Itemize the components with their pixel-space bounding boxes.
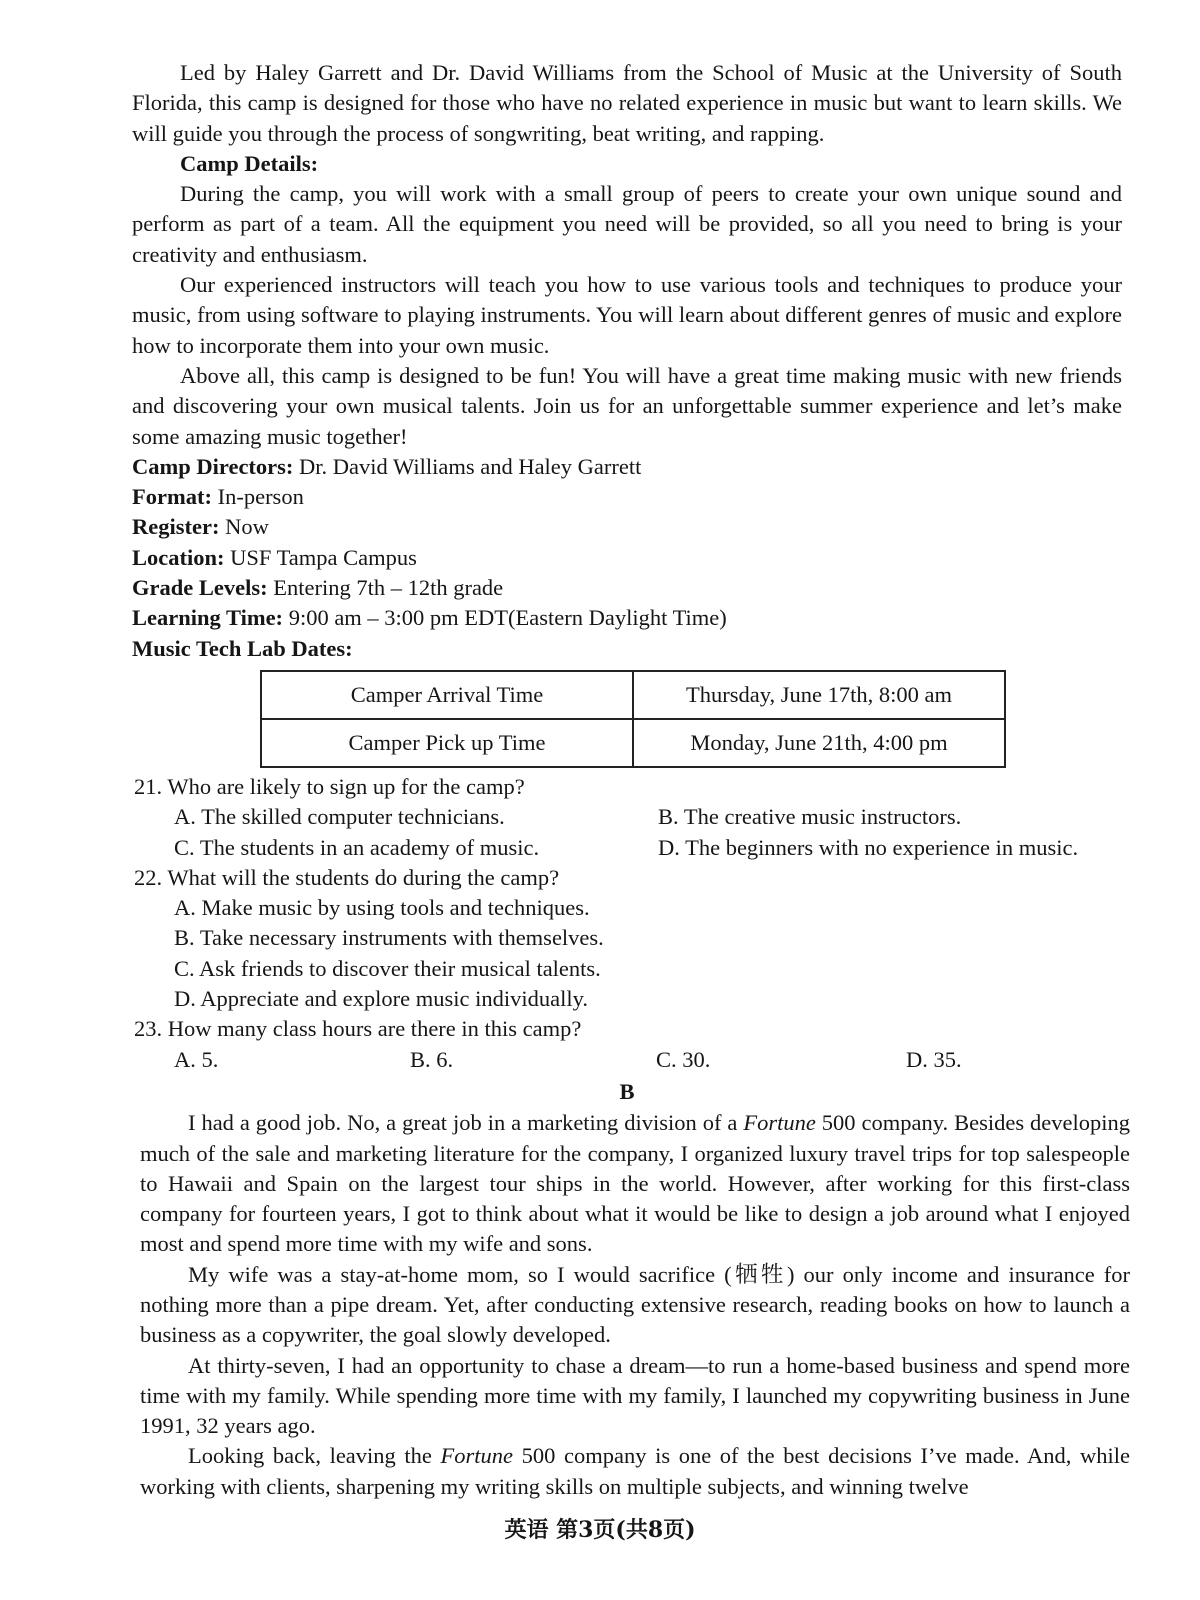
passage-paragraph bbox=[140, 1108, 1130, 1259]
option-c: C. 30. bbox=[656, 1046, 711, 1072]
option-b: B. Take necessary instruments with themselves. bbox=[174, 925, 604, 951]
info-register bbox=[132, 512, 1122, 542]
text-run: 500 company. Besides developing much of the sale and marketing literature for the company, I organized luxury travel trips for top salespeople to Hawaii and Spain on the largest tour ships in the world. However, after working for this first-class company for fourteen years, I got to think about what it would be like to design a job around what I enjoyed most and spend more time with my wife and sons. bbox=[140, 1110, 1130, 1257]
info-value: 9:00 am – 3:00 pm EDT(Eastern Daylight Time) bbox=[283, 605, 727, 631]
info-learning-time bbox=[132, 603, 1122, 633]
lab-dates-table bbox=[260, 670, 1006, 768]
text-run: 500 company is one of the best decisions I’ve made. And, while working with clients, sharpening my writing skills on multiple subjects, and winning twelve bbox=[140, 1443, 1130, 1499]
text-run: Looking back, leaving the bbox=[188, 1443, 441, 1469]
info-format bbox=[132, 482, 1122, 512]
option-b: B. 6. bbox=[410, 1046, 454, 1072]
info-label: Grade Levels: bbox=[132, 575, 268, 601]
question-21 bbox=[132, 772, 1122, 863]
question-23 bbox=[132, 1014, 1122, 1075]
option-d: D. 35. bbox=[906, 1046, 962, 1072]
details-paragraph: Our experienced instructors will teach you how to use various tools and techniques to produce your music, from using software to playing instruments. You will learn about different genres of music and explore how to incorporate them into your own music. bbox=[132, 272, 1122, 358]
question-22 bbox=[132, 863, 1122, 1014]
option-a: A. The skilled computer technicians. bbox=[174, 804, 505, 830]
passage-b bbox=[132, 1108, 1130, 1502]
info-value: USF Tampa Campus bbox=[224, 544, 417, 570]
info-location bbox=[132, 543, 1122, 573]
details-paragraph: Above all, this camp is designed to be fun! You will have a great time making music with new friends and discovering your own musical talents. Join us for an unforgettable summer experience and let’s make some amazing music together! bbox=[132, 362, 1122, 449]
option-a: A. 5. bbox=[174, 1046, 219, 1072]
info-label: Camp Directors: bbox=[132, 453, 294, 479]
table-cell: Thursday, June 17th, 8:00 am bbox=[633, 671, 1005, 719]
option-a: A. Make music by using tools and techniques. bbox=[174, 895, 590, 921]
option-c: C. The students in an academy of music. bbox=[174, 834, 540, 860]
text-run: At thirty-seven, I had an opportunity to chase a dream—to run a home-based business and spend more time with my family. While spending more time with my family, I launched my copywriting business in June 1991, 32 years ago. bbox=[140, 1352, 1130, 1439]
table-row bbox=[261, 719, 1005, 767]
info-lab-dates bbox=[132, 634, 1122, 664]
question-options bbox=[132, 1045, 1122, 1075]
table-row bbox=[261, 671, 1005, 719]
passage-paragraph bbox=[140, 1441, 1130, 1502]
question-stem: 21. Who are likely to sign up for the camp? bbox=[134, 773, 525, 799]
passage-paragraph bbox=[140, 1260, 1130, 1351]
camp-details-heading: Camp Details: bbox=[180, 150, 319, 176]
info-value: In-person bbox=[211, 484, 304, 510]
info-value: Now bbox=[219, 514, 269, 540]
italic-run: Fortune bbox=[743, 1110, 816, 1136]
info-label: Music Tech Lab Dates: bbox=[132, 635, 353, 661]
option-d: D. The beginners with no experience in music. bbox=[658, 834, 1079, 860]
italic-run: Fortune bbox=[440, 1443, 514, 1469]
option-d: D. Appreciate and explore music individually. bbox=[174, 986, 589, 1012]
camp-info bbox=[132, 452, 1122, 664]
option-c: C. Ask friends to discover their musical talents. bbox=[174, 955, 601, 981]
info-grade-levels bbox=[132, 573, 1122, 603]
info-label: Learning Time: bbox=[132, 605, 284, 631]
table-cell: Camper Pick up Time bbox=[261, 719, 633, 767]
question-options bbox=[132, 802, 1122, 863]
text-run: My wife was a stay-at-home mom, so I would sacrifice (牺牲) our only income and insurance for nothing more than a pipe dream. Yet, after conducting extensive research, reading books on how to launch a business as a copywriter, the goal slowly developed. bbox=[140, 1261, 1130, 1348]
intro-paragraph: Led by Haley Garrett and Dr. David Williams from the School of Music at the University of South Florida, this camp is designed for those who have no related experience in music but want to learn skills. We will guide you through the process of songwriting, beat writing, and rapping. bbox=[132, 60, 1122, 146]
info-directors bbox=[132, 452, 1122, 482]
question-stem: 23. How many class hours are there in this camp? bbox=[134, 1016, 582, 1042]
text-run: I had a good job. No, a great job in a marketing division of a bbox=[188, 1110, 744, 1136]
info-value: Entering 7th – 12th grade bbox=[267, 575, 504, 601]
info-value: Dr. David Williams and Haley Garrett bbox=[293, 453, 642, 479]
table-cell: Monday, June 21th, 4:00 pm bbox=[633, 719, 1005, 767]
passage-paragraph bbox=[140, 1351, 1130, 1442]
question-stem: 22. What will the students do during the camp? bbox=[134, 864, 560, 890]
info-label: Format: bbox=[132, 484, 212, 510]
table-cell: Camper Arrival Time bbox=[261, 671, 633, 719]
option-b: B. The creative music instructors. bbox=[658, 804, 962, 830]
info-label: Register: bbox=[132, 514, 220, 540]
question-options bbox=[132, 893, 1122, 1014]
info-label: Location: bbox=[132, 544, 225, 570]
page-footer: 英语 第3页(共8页) bbox=[504, 1517, 696, 1543]
details-paragraph: During the camp, you will work with a small group of peers to create your own unique sound and perform as part of a team. All the equipment you need will be provided, so all you need to bring is your creativity and enthusiasm. bbox=[132, 181, 1122, 267]
section-b-title: B bbox=[619, 1078, 635, 1104]
